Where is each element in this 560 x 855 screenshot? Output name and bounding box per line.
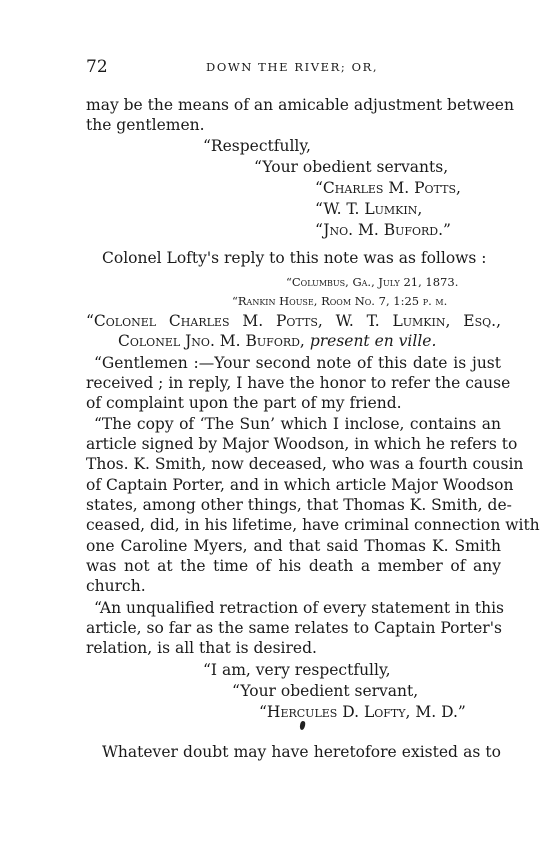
text-line: article signed by Major Woodson, in which he refers to — [86, 435, 518, 453]
running-head: DOWN THE RIVER; OR, — [206, 60, 379, 74]
page-number: 72 — [86, 57, 108, 77]
text-line: may be the means of an amicable adjustment between — [86, 96, 514, 114]
closing-line: “Your obedient servants, — [254, 158, 449, 176]
text-line: of Captain Porter, and in which article Major Woodson — [86, 476, 514, 494]
text-line: article, so far as the same relates to Captain Porter's — [86, 619, 502, 637]
ink-blot — [299, 721, 306, 731]
text-line: Thos. K. Smith, now deceased, who was a fourth cousin — [86, 455, 524, 473]
address-name: Colonel Jno. M. Buford, — [118, 332, 305, 350]
closing-line: “I am, very respectfully, — [203, 661, 391, 679]
text-line: one Caroline Myers, and that said Thomas K. Smith — [86, 537, 501, 555]
text-line: Whatever doubt may have heretofore existed as to — [102, 743, 501, 761]
text-line: ceased, did, in his lifetime, have criminal connection with — [86, 516, 540, 534]
text-line: “An unqualified retraction of every statement in this — [94, 599, 505, 617]
text-line: was not at the time of his death a member of any — [86, 557, 501, 575]
text-line: the gentlemen. — [86, 116, 205, 134]
signature-name: “Jno. M. Buford.” — [315, 221, 451, 239]
signature-name: “Hercules D. Lofty, M. D.” — [259, 703, 466, 721]
text-line: relation, is all that is desired. — [86, 639, 317, 657]
closing-line: “Your obedient servant, — [232, 682, 419, 700]
text-line: received ; in reply, I have the honor to refer the cause — [86, 374, 511, 392]
address-line: “Colonel Charles M. Potts, W. T. Lumkin, Esq., — [86, 312, 501, 330]
text-line: Colonel Lofty's reply to this note was as follows : — [102, 249, 487, 267]
text-line: states, among other things, that Thomas K. Smith, de- — [86, 496, 512, 514]
text-line: church. — [86, 577, 146, 595]
signature-name: “W. T. Lumkin, — [315, 200, 423, 218]
text-line: of complaint upon the part of my friend. — [86, 394, 402, 412]
page-header — [86, 57, 501, 79]
address-location: present en ville. — [309, 332, 437, 350]
signature-name: “Charles M. Potts, — [315, 179, 461, 197]
text-line: “Gentlemen :—Your second note of this date is just — [94, 354, 501, 372]
dateline: “Rankin House, Room No. 7, 1:25 p. m. — [232, 294, 448, 308]
address-line — [118, 331, 436, 351]
closing-line: “Respectfully, — [203, 137, 311, 155]
text-line: “The copy of ‘The Sun’ which I inclose, contains an — [94, 415, 501, 433]
dateline: “Columbus, Ga., July 21, 1873. — [286, 275, 459, 289]
